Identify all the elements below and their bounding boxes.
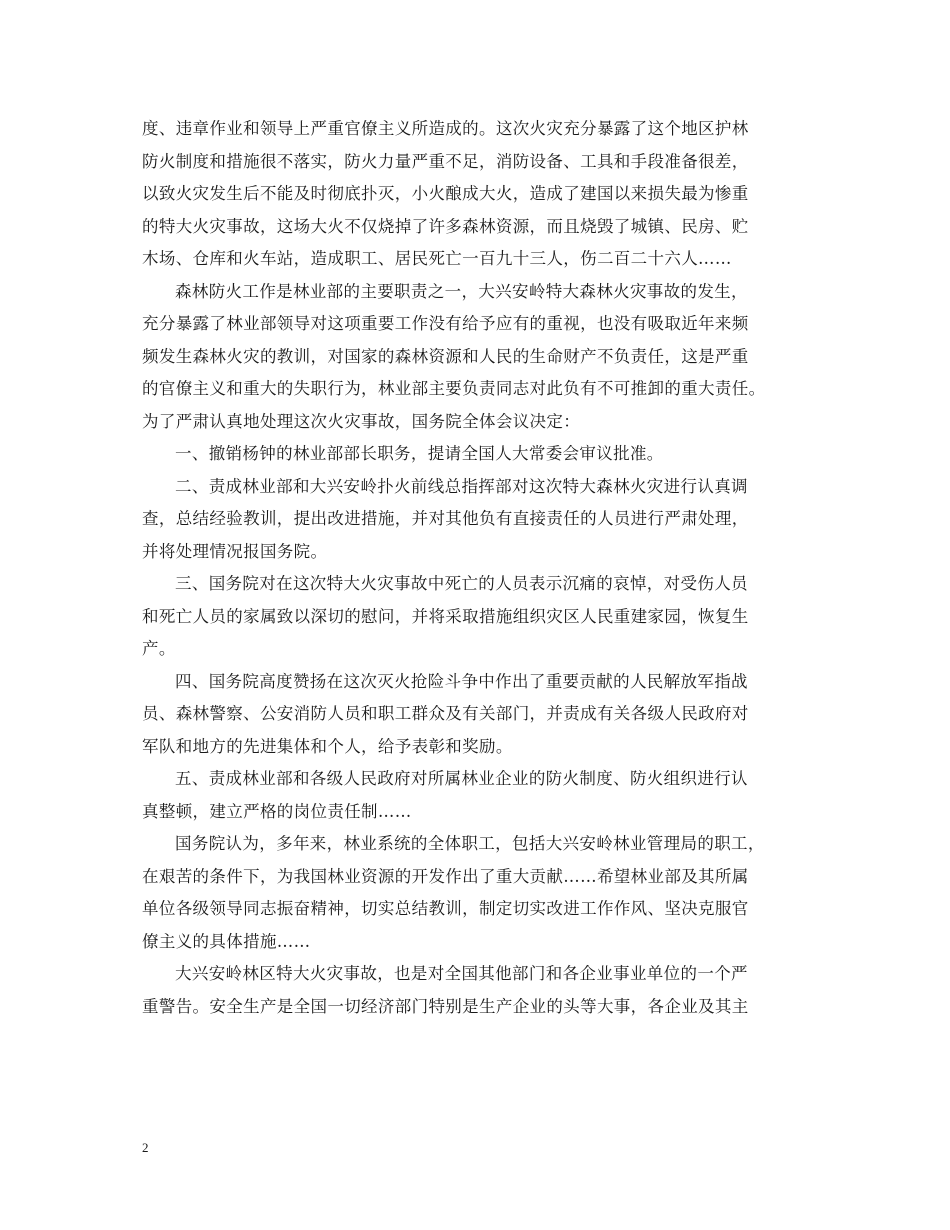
text-line: 以致火灾发生后不能及时彻底扑灭，小火酿成大火，造成了建国以来损失最为惨重 [142,184,749,203]
text-line: 军队和地方的先进集体和个人，给予表彰和奖励。 [142,736,513,756]
text-line: 充分暴露了林业部领导对这项重要工作没有给予应有的重视，也没有吸取近年来频 [142,314,749,333]
text-line: 为了严肃认真地处理这次火灾事故，国务院全体会议决定： [142,411,581,431]
text-line: 真整顿，建立严格的岗位责任制…… [142,801,412,821]
text-line: 的特大火灾事故，这场大火不仅烧掉了许多森林资源，而且烧毁了城镇、民房、贮 [142,216,749,236]
text-line: 和死亡人员的家属致以深切的慰问，并将采取措施组织灾区人民重建家园，恢复生 [142,606,749,626]
text-line: 一、撤销杨钟的林业部部长职务，提请全国人大常委会审议批准。 [175,444,664,463]
text-line: 的官僚主义和重大的失职行为，林业部主要负责同志对此负有不可推卸的重大责任。 [142,379,766,398]
text-line: 查，总结经验教训，提出改进措施，并对其他负有直接责任的人员进行严肃处理， [142,509,749,528]
text-line: 三、国务院对在这次特大火灾事故中死亡的人员表示沉痛的哀悼，对受伤人员 [175,574,748,593]
text-line: 频发生森林火灾的教训，对国家的森林资源和人民的生命财产不负责任，这是严重 [142,346,749,366]
text-line: 木场、仓库和火车站，造成职工、居民死亡一百九十三人，伤二百二十六人…… [142,249,732,268]
body-text [142,116,812,1026]
text-line: 重警告。安全生产是全国一切经济部门特别是生产企业的头等大事，各企业及其主 [142,996,749,1016]
text-line: 度、违章作业和领导上严重官僚主义所造成的。这次火灾充分暴露了这个地区护林 [142,119,749,138]
text-line: 国务院认为，多年来，林业系统的全体职工，包括大兴安岭林业管理局的职工， [175,834,765,853]
text-line: 森林防火工作是林业部的主要职责之一，大兴安岭特大森林火灾事故的发生， [175,281,748,301]
text-line: 四、国务院高度赞扬在这次灭火抢险斗争中作出了重要贡献的人民解放军指战 [175,671,748,691]
text-line: 并将处理情况报国务院。 [142,541,328,561]
text-line: 产。 [142,639,176,658]
text-line: 二、责成林业部和大兴安岭扑火前线总指挥部对这次特大森林火灾进行认真调 [175,476,748,496]
text-line: 单位各级领导同志振奋精神，切实总结教训，制定切实改进工作作风、坚决克服官 [142,899,749,918]
text-line: 在艰苦的条件下，为我国林业资源的开发作出了重大贡献……希望林业部及其所属 [142,866,749,886]
text-line: 防火制度和措施很不落实，防火力量严重不足，消防设备、工具和手段准备很差， [142,151,749,171]
text-line: 大兴安岭林区特大火灾事故，也是对全国其他部门和各企业事业单位的一个严 [175,964,748,983]
text-line: 僚主义的具体措施…… [142,931,311,951]
text-line: 五、责成林业部和各级人民政府对所属林业企业的防火制度、防火组织进行认 [175,769,748,788]
page-number: 2 [142,1140,149,1155]
text-line: 员、森林警察、公安消防人员和职工群众及有关部门，并责成有关各级人民政府对 [142,704,749,723]
